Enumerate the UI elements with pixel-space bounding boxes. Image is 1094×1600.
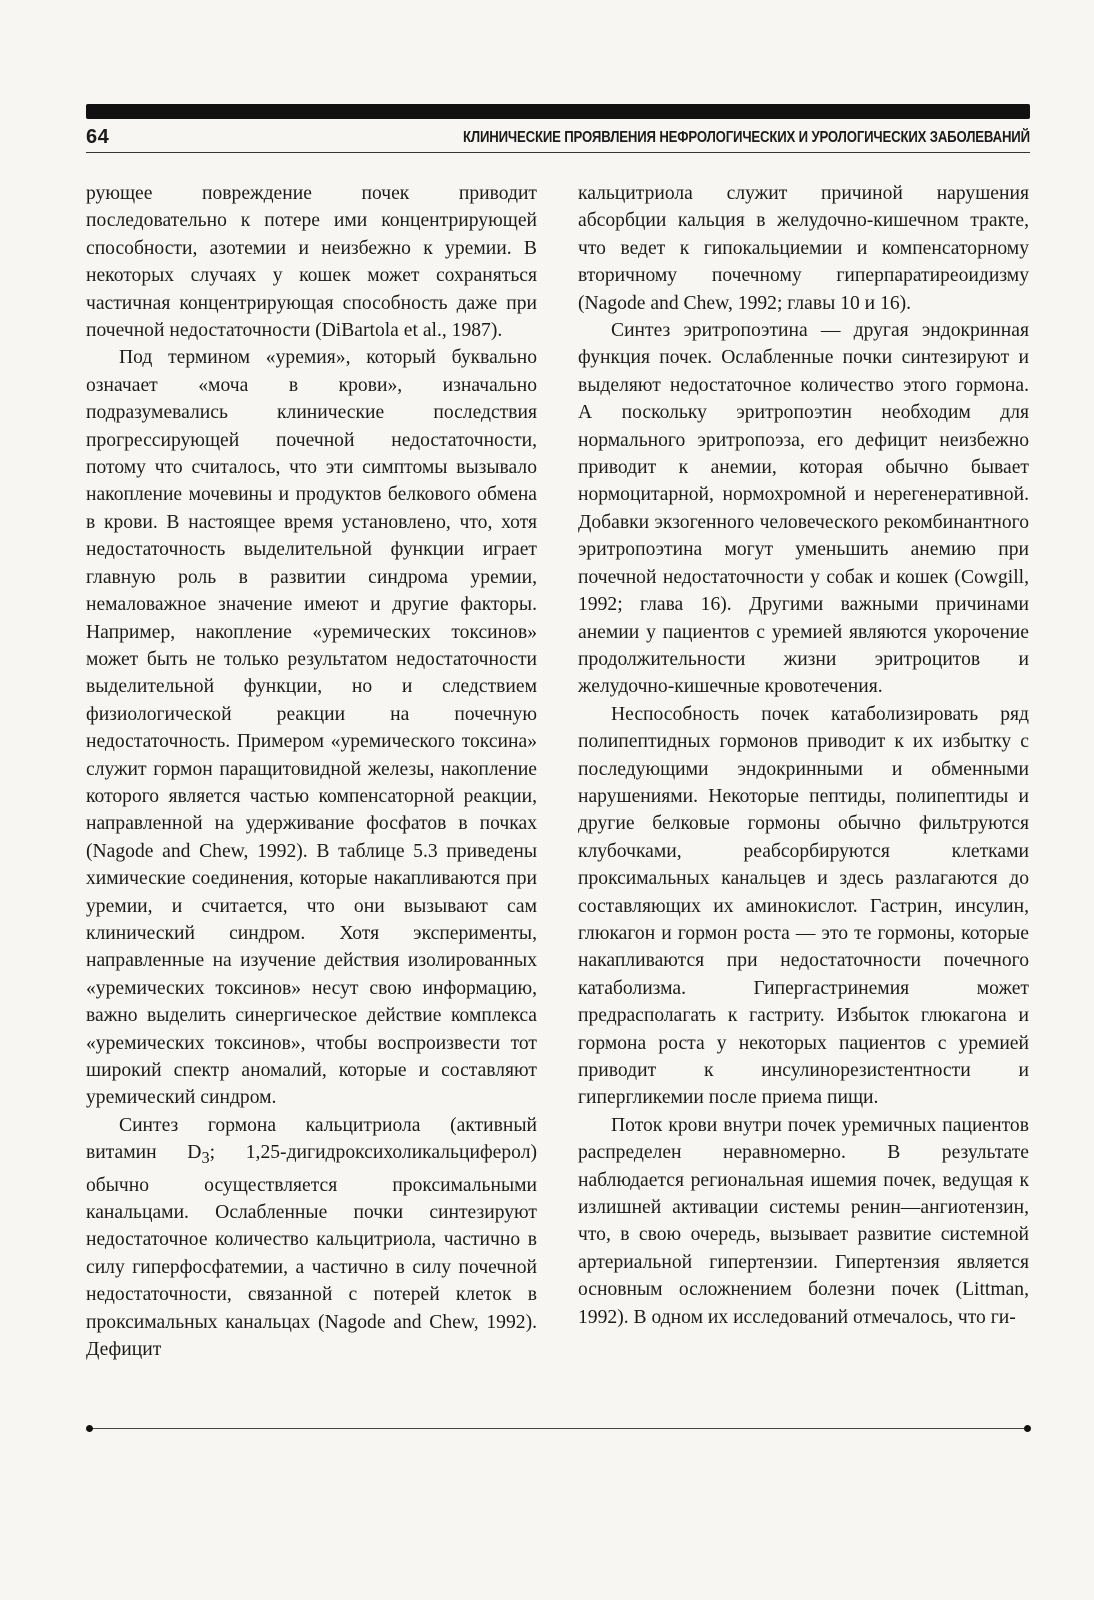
- footer-rule: [88, 1428, 1026, 1429]
- footer-dot: [86, 1425, 93, 1432]
- paragraph: рующее повреждение почек приводит последовательно к потере ими концентрирующей способности, азотемии и неизбежно к уремии. В некоторых случаях у кошек может сохраняться частичная концентрирующая способность даже при почечной недостаточности (DiBartola et al., 1987).: [86, 183, 537, 342]
- page-number: 64: [86, 126, 110, 148]
- right-column: [578, 180, 1029, 1331]
- paragraph: кальцитриола служит причиной нарушения абсорбции кальция в желудочно-кишечном тракте, что ведет к гипокальциемии и компенсаторному вторичному почечному гиперпаратиреоидизму (Nagode and Chew, 1992; главы 10 и 16).: [578, 183, 1029, 314]
- paragraph: Поток крови внутри почек уремичных пациентов распределен неравномерно. В результате наблюдается региональная ишемия почек, ведущая к излишней активации системы ренин—ангиотензин, что, в свою очередь, вызывает развитие системной артериальной гипертензии. Гипертензия является основным осложнением болезни почек (Littman, 1992). В одном их исследований отмечалось, что ги-: [578, 1114, 1029, 1328]
- running-title: КЛИНИЧЕСКИЕ ПРОЯВЛЕНИЯ НЕФРОЛОГИЧЕСКИХ И УРОЛОГИЧЕСКИХ ЗАБОЛЕВАНИЙ: [463, 129, 1030, 146]
- footer-dot: [1024, 1425, 1031, 1432]
- paragraph: Синтез эритропоэтина — другая эндокринная функция почек. Ослабленные почки синтезируют и выделяют недостаточное количество этого гормона. А поскольку эритропоэтин необходим для нормального эритропоэза, его дефицит неизбежно приводит к анемии, которая обычно бывает нормоцитарной, нормохромной и нерегенеративной. Добавки экзогенного человеческого рекомбинантного эритропоэтина могут уменьшить анемию при почечной недостаточности у собак и кошек (Cowgill, 1992; глава 16). Другими важными причинами анемии у пациентов с уремией являются укорочение продолжительности жизни эритроцитов и желудочно-кишечные кровотечения.: [578, 320, 1029, 698]
- paragraph: Неспособность почек катаболизировать ряд полипептидных гормонов приводит к их избытку с последующими эндокринными и обменными нарушениями. Некоторые пептиды, полипептиды и другие белковые гормоны обычно фильтруются клубочками, реабсорбируются клетками проксимальных канальцев и здесь разлагаются до составляющих их аминокислот. Гастрин, инсулин, глюкагон и гормон роста — это те гормоны, которые накапливаются при недостаточности почечного катаболизма. Гипергастринемия может предрасполагать к гастриту. Избыток глюкагона и гормона роста у некоторых пациентов с уремией приводит к инсулинорезистентности и гипергликемии после приема пищи.: [578, 703, 1029, 1109]
- top-rule: [86, 104, 1030, 119]
- paragraph: Под термином «уремия», который буквально означает «моча в крови», изначально подразумевались клинические последствия прогрессирующей почечной недостаточности, потому что считалось, что эти симптомы вызывало накопление мочевины и продуктов белкового обмена в крови. В настоящее время установлено, что, хотя недостаточность выделительной функции играет главную роль в развитии синдрома уремии, немаловажное значение имеют и другие факторы. Например, накопление «уремических токсинов» может быть не только результатом недостаточности выделительной функции, но и следствием физиологической реакции на почечную недостаточность. Примером «уремического токсина» служит гормон паращитовидной железы, накопление которого является частью компенсаторной реакции, направленной на удерживание фосфатов в почках (Nagode and Chew, 1992). В таблице 5.3 приведены химические соединения, которые накапливаются при уремии, и считается, что они вызывают сам клинический синдром. Хотя эксперименты, направленные на изучение действия изолированных «уремических токсинов» несут свою информацию, важно выделить синергическое действие комплекса «уремических токсинов», чтобы воспроизвести тот широкий спектр аномалий, которые и составляют уремический синдром.: [86, 347, 537, 1109]
- running-header: [86, 126, 1030, 154]
- paragraph-text: Синтез гормона кальцитриола (активный витамин D: [86, 1114, 537, 1164]
- paragraph: [86, 1112, 537, 1364]
- subscript: 3: [201, 1148, 210, 1168]
- header-rule: [86, 152, 1030, 153]
- left-column: [86, 180, 537, 1363]
- paragraph-text: ; 1,25-дигидроксихоликальциферол) обычно осуществляется проксимальными канальцами. Ослабленные почки синтезируют недостаточное количество кальцитриола, частично в силу гиперфосфатемии, а частично в силу почечной недостаточности, связанной с потерей клеток в проксимальных канальцах (Nagode and Chew, 1992). Дефицит: [86, 1142, 537, 1360]
